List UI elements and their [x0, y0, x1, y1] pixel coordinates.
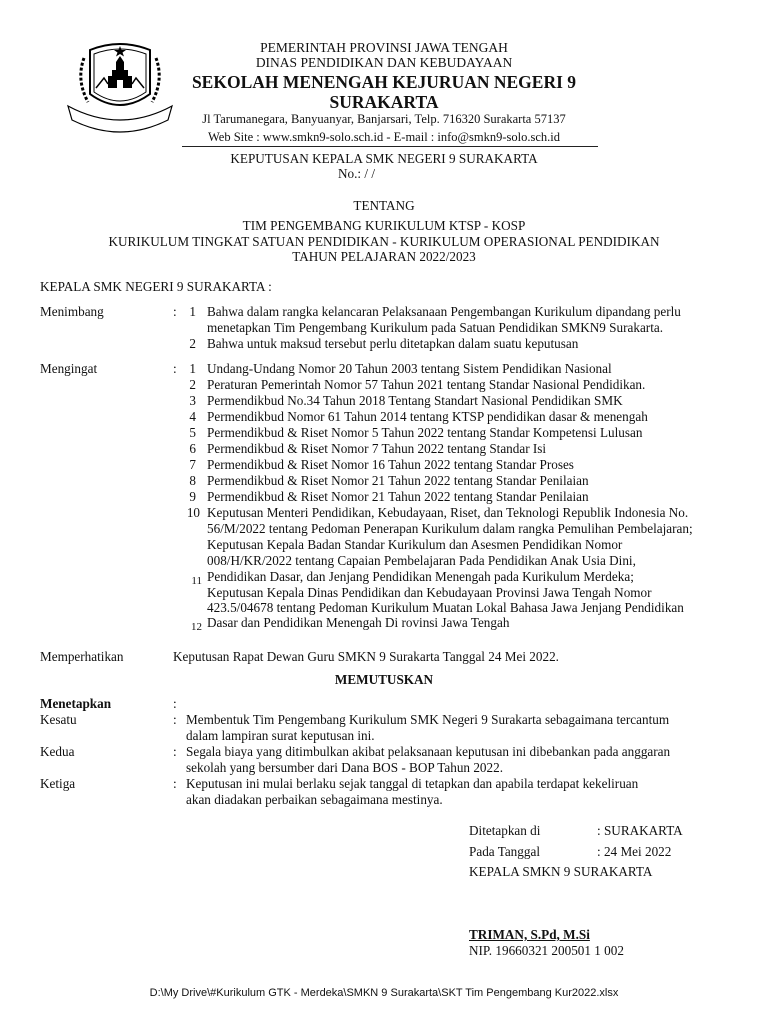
mengingat-text: Permendikbud & Riset Nomor 21 Tahun 2022 tentang Standar Penilaian: [207, 473, 589, 488]
mengingat-number: 2: [189, 377, 196, 392]
ketiga-text: Keputusan ini mulai berlaku sejak tanggal di tetapkan dan apabila terdapat kekeliruan: [186, 776, 639, 791]
mengingat-text: Peraturan Pemerintah Nomor 57 Tahun 2021 tentang Standar Nasional Pendidikan.: [207, 377, 646, 392]
mengingat-text: Permendikbud & Riset Nomor 21 Tahun 2022 tentang Standar Penilaian: [207, 489, 589, 504]
mengingat-text: Permendikbud & Riset Nomor 16 Tahun 2022 tentang Standar Proses: [207, 457, 574, 472]
mengingat-text: Pendidikan Dasar, dan Jenjang Pendidikan Menengah pada Kurikulum Merdeka;: [207, 569, 634, 584]
mengingat-text: Undang-Undang Nomor 20 Tahun 2003 tentang Sistem Pendidikan Nasional: [207, 361, 612, 376]
kedua-text: sekolah yang bersumber dari Dana BOS - BOP Tahun 2022.: [186, 760, 503, 775]
mengingat-text: Keputusan Menteri Pendidikan, Kebudayaan, Riset, dan Teknologi Republik Indonesia No.: [207, 505, 689, 520]
decree-subject-line2: KURIKULUM TINGKAT SATUAN PENDIDIKAN - KURIKULUM OPERASIONAL PENDIDIKAN: [108, 234, 660, 249]
mengingat-text: Permendikbud Nomor 61 Tahun 2014 tentang KTSP pendidikan dasar & menengah: [207, 409, 648, 424]
place-value: : SURAKARTA: [597, 823, 683, 838]
file-path-footer: D:\My Drive\#Kurikulum GTK - Merdeka\SMKN 9 Surakarta\SKT Tim Pengembang Kur2022.xlsx: [149, 987, 619, 999]
mengingat-number: 5: [189, 425, 196, 440]
mengingat-number: 7: [189, 457, 196, 472]
mengingat-number: 12: [191, 621, 202, 633]
decree-subject-line3: TAHUN PELAJARAN 2022/2023: [292, 249, 476, 264]
decree-opening: KEPALA SMK NEGERI 9 SURAKARTA :: [40, 279, 272, 294]
menetapkan-colon: :: [173, 696, 177, 711]
date-label: Pada Tanggal: [469, 844, 540, 859]
date-value: : 24 Mei 2022: [597, 844, 672, 859]
mengingat-text: Dasar dan Pendidikan Menengah Di rovinsi Jawa Tengah: [207, 615, 510, 630]
mengingat-number: 9: [189, 489, 196, 504]
school-contact: Web Site : www.smkn9-solo.sch.id - E-mail : info@smkn9-solo.sch.id: [207, 130, 561, 144]
menimbang-number: 2: [189, 336, 196, 351]
memperhatikan-text: Keputusan Rapat Dewan Guru SMKN 9 Surakarta Tanggal 24 Mei 2022.: [173, 649, 559, 664]
signatory-nip: NIP. 19660321 200501 1 002: [469, 943, 624, 958]
school-address: Jl Tarumanegara, Banyuanyar, Banjarsari, Telp. 716320 Surakarta 57137: [202, 112, 566, 126]
school-name-line1: SEKOLAH MENENGAH KEJURUAN NEGERI 9: [191, 72, 577, 92]
mengingat-number: 8: [189, 473, 196, 488]
menimbang-text: Bahwa untuk maksud tersebut perlu ditetapkan dalam suatu keputusan: [207, 336, 579, 351]
school-name-line2: SURAKARTA: [329, 92, 439, 112]
mengingat-text: 56/M/2022 tentang Pedoman Penerapan Kurikulum dalam rangka Pemulihan Pembelajaran;: [207, 521, 693, 536]
government-header: PEMERINTAH PROVINSI JAWA TENGAH: [260, 40, 508, 55]
decree-subject-line1: TIM PENGEMBANG KURIKULUM KTSP - KOSP: [242, 218, 526, 233]
kedua-colon: :: [173, 744, 177, 759]
decree-title: KEPUTUSAN KEPALA SMK NEGERI 9 SURAKARTA: [230, 151, 538, 166]
mengingat-text: Permendikbud & Riset Nomor 5 Tahun 2022 tentang Standar Kompetensi Lulusan: [207, 425, 643, 440]
memperhatikan-label: Memperhatikan: [40, 649, 124, 664]
mengingat-number: 1: [189, 361, 196, 376]
mengingat-number: 6: [189, 441, 196, 456]
ketiga-colon: :: [173, 776, 177, 791]
mengingat-colon: :: [173, 361, 177, 376]
mengingat-number: 10: [186, 505, 200, 520]
mengingat-text: 008/H/KR/2022 tentang Capaian Pembelajaran Pada Pendidikan Anak Usia Dini,: [207, 553, 636, 568]
mengingat-number: 3: [189, 393, 196, 408]
menimbang-colon: :: [173, 304, 177, 319]
mengingat-text: Permendikbud No.34 Tahun 2018 Tentang Standart Nasional Pendidikan SMK: [207, 393, 623, 408]
menetapkan-label: Menetapkan: [40, 696, 112, 711]
menimbang-number: 1: [189, 304, 196, 319]
mengingat-text: Keputusan Kepala Badan Standar Kurikulum dan Asesmen Pendidikan Nomor: [207, 537, 623, 552]
menimbang-text: Bahwa dalam rangka kelancaran Pelaksanaan Pengembangan Kurikulum dipandang perlu: [207, 304, 681, 319]
place-label: Ditetapkan di: [469, 823, 541, 838]
tentang-heading: TENTANG: [353, 198, 415, 213]
kesatu-text: Membentuk Tim Pengembang Kurikulum SMK Negeri 9 Surakarta sebagaimana tercantum: [186, 712, 670, 727]
mengingat-label: Mengingat: [40, 361, 98, 376]
ketiga-text: akan diadakan perbaikan sebagaimana mestinya.: [186, 792, 443, 807]
mengingat-number: 11: [191, 575, 202, 587]
signatory-name: TRIMAN, S.Pd, M.Si: [469, 927, 590, 942]
mengingat-text: Keputusan Kepala Dinas Pendidikan dan Kebudayaan Provinsi Jawa Tengah Nomor: [207, 585, 652, 600]
mengingat-number: 4: [189, 409, 196, 424]
decree-number: No.: / /: [338, 166, 375, 181]
department-header: DINAS PENDIDIKAN DAN KEBUDAYAAN: [255, 55, 513, 70]
kesatu-colon: :: [173, 712, 177, 727]
ketiga-label: Ketiga: [40, 776, 76, 791]
kedua-label: Kedua: [40, 744, 75, 759]
kesatu-text: dalam lampiran surat keputusan ini.: [186, 728, 375, 743]
menimbang-label: Menimbang: [40, 304, 104, 319]
mengingat-text: 423.5/04678 tentang Pedoman Kurikulum Muatan Lokal Bahasa Jawa Jenjang Pendidikan: [207, 600, 684, 615]
header-divider: [182, 146, 598, 147]
signatory-position: KEPALA SMKN 9 SURAKARTA: [469, 864, 653, 879]
memutuskan-heading: MEMUTUSKAN: [334, 672, 434, 687]
mengingat-text: Permendikbud & Riset Nomor 7 Tahun 2022 tentang Standar Isi: [207, 441, 547, 456]
menimbang-text: menetapkan Tim Pengembang Kurikulum pada Satuan Pendidikan SMKN9 Surakarta.: [207, 320, 664, 335]
kedua-text: Segala biaya yang ditimbulkan akibat pelaksanaan keputusan ini dibebankan pada anggaran: [186, 744, 671, 759]
kesatu-label: Kesatu: [40, 712, 77, 727]
